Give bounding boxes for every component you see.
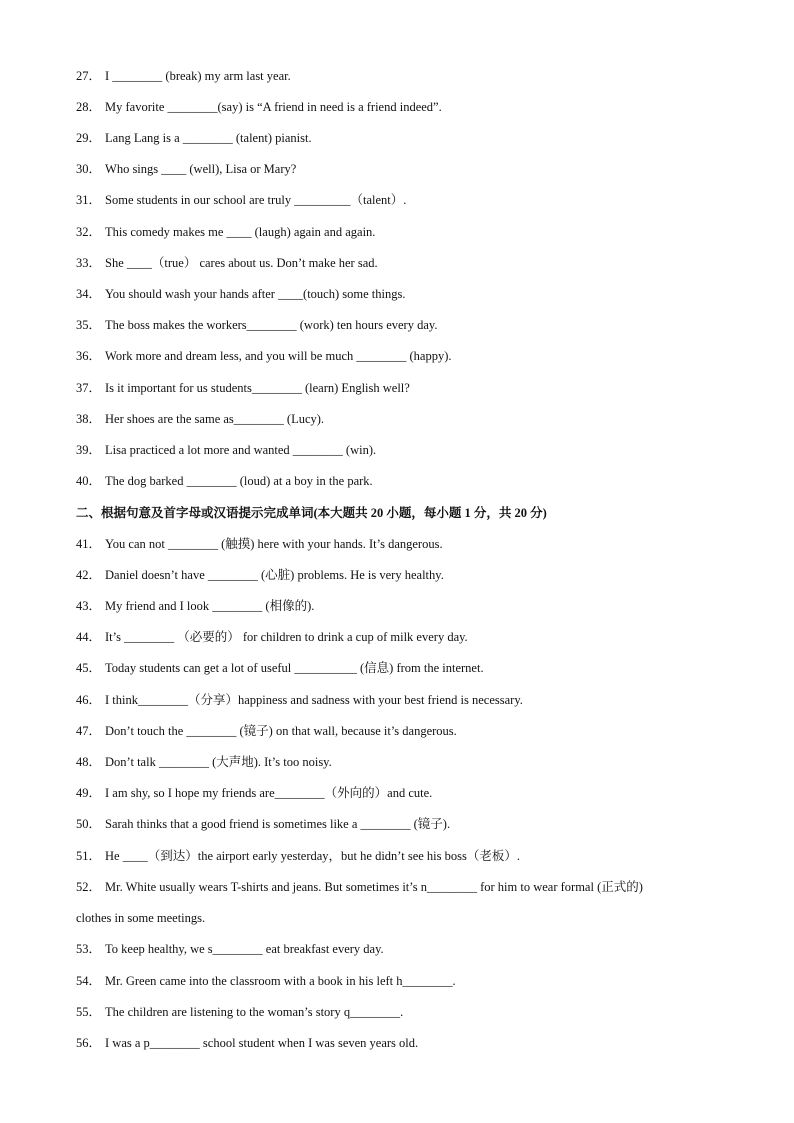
question-29 (76, 130, 312, 146)
question-number: 44． (76, 630, 102, 644)
question-43 (76, 598, 314, 614)
question-number: 33． (76, 256, 102, 270)
question-34 (76, 286, 405, 302)
question-text: My favorite ________(say) is “A friend in need is a friend indeed”. (105, 100, 442, 114)
question-text: Some students in our school are truly _________（talent）. (105, 193, 407, 207)
question-number: 29． (76, 131, 102, 145)
question-text: I ________ (break) my arm last year. (105, 69, 291, 83)
question-text: You should wash your hands after ____(touch) some things. (105, 287, 406, 301)
question-number: 51． (76, 849, 102, 863)
question-text: My friend and I look ________ (相像的). (105, 599, 315, 613)
question-text: Work more and dream less, and you will be much ________ (happy). (105, 349, 452, 363)
question-28 (76, 99, 442, 115)
question-number: 37． (76, 381, 102, 395)
question-42 (76, 567, 444, 583)
question-text: She ____（true） cares about us. Don’t make her sad. (105, 256, 378, 270)
question-text: Lisa practiced a lot more and wanted ________ (win). (105, 443, 377, 457)
question-text: Her shoes are the same as________ (Lucy). (105, 412, 325, 426)
question-27 (76, 68, 291, 84)
question-number: 38． (76, 412, 102, 426)
question-45 (76, 660, 484, 676)
question-number: 53． (76, 942, 102, 956)
question-text: Mr. White usually wears T-shirts and jeans. But sometimes it’s n________ for him to wear formal (正式的) (105, 880, 643, 894)
question-text: Mr. Green came into the classroom with a book in his left h________. (105, 974, 456, 988)
question-number: 47． (76, 724, 102, 738)
question-number: 27． (76, 69, 102, 83)
question-number: 28． (76, 100, 102, 114)
question-text: To keep healthy, we s________ eat breakfast every day. (105, 942, 384, 956)
question-51 (76, 848, 520, 864)
question-number: 48． (76, 755, 102, 769)
section-heading: 二、根据句意及首字母或汉语提示完成单词(本大题共 20 小题，每小题 1 分，共 20 分) (76, 506, 547, 520)
question-text: The dog barked ________ (loud) at a boy in the park. (105, 474, 373, 488)
question-number: 49． (76, 786, 102, 800)
question-31 (76, 192, 406, 208)
question-text: Daniel doesn’t have ________ (心脏) problems. He is very healthy. (105, 568, 444, 582)
question-text: I was a p________ school student when I was seven years old. (105, 1036, 419, 1050)
question-50 (76, 816, 450, 832)
question-number: 52． (76, 880, 102, 894)
question-number: 56． (76, 1036, 102, 1050)
question-text: Lang Lang is a ________ (talent) pianist. (105, 131, 312, 145)
question-text: The boss makes the workers________ (work) ten hours every day. (105, 318, 438, 332)
question-38 (76, 411, 324, 427)
question-32 (76, 224, 375, 240)
question-text: The children are listening to the woman’s story q________. (105, 1005, 404, 1019)
question-54 (76, 973, 456, 989)
question-number: 40． (76, 474, 102, 488)
question-text: He ____（到达）the airport early yesterday，but he didn’t see his boss（老板）. (105, 849, 520, 863)
question-number: 54． (76, 974, 102, 988)
question-35 (76, 317, 437, 333)
question-47 (76, 723, 457, 739)
question-30 (76, 161, 296, 177)
question-number: 36． (76, 349, 102, 363)
question-53 (76, 941, 384, 957)
question-number: 42． (76, 568, 102, 582)
question-number: 34． (76, 287, 102, 301)
question-number: 32． (76, 225, 102, 239)
question-text: This comedy makes me ____ (laugh) again and again. (105, 225, 376, 239)
question-text: I am shy, so I hope my friends are________（外向的）and cute. (105, 786, 433, 800)
question-52 (76, 879, 643, 895)
question-number: 43． (76, 599, 102, 613)
question-text: Sarah thinks that a good friend is sometimes like a ________ (镜子). (105, 817, 451, 831)
question-number: 46． (76, 693, 102, 707)
question-number: 55． (76, 1005, 102, 1019)
question-text: I think________（分享）happiness and sadness with your best friend is necessary. (105, 693, 523, 707)
question-37 (76, 380, 410, 396)
question-number: 35． (76, 318, 102, 332)
question-55 (76, 1004, 403, 1020)
question-56 (76, 1035, 418, 1051)
question-text: It’s ________ （必要的） for children to drink a cup of milk every day. (105, 630, 468, 644)
question-44 (76, 629, 468, 645)
question-text: Today students can get a lot of useful __________ (信息) from the internet. (105, 661, 484, 675)
question-number: 45． (76, 661, 102, 675)
question-text: Is it important for us students________ (learn) English well? (105, 381, 410, 395)
question-number: 39． (76, 443, 102, 457)
question-text: Who sings ____ (well), Lisa or Mary? (105, 162, 297, 176)
question-number: 50． (76, 817, 102, 831)
question-number: 31． (76, 193, 102, 207)
question-41 (76, 536, 443, 552)
question-40 (76, 473, 373, 489)
question-33 (76, 255, 378, 271)
question-36 (76, 348, 452, 364)
question-number: 30． (76, 162, 102, 176)
question-text: You can not ________ (触摸) here with your hands. It’s dangerous. (105, 537, 443, 551)
question-48 (76, 754, 332, 770)
question-49 (76, 785, 432, 801)
question-52-continuation: clothes in some meetings. (76, 911, 206, 925)
question-39 (76, 442, 376, 458)
question-number: 41． (76, 537, 102, 551)
question-46 (76, 692, 523, 708)
question-text: Don’t touch the ________ (镜子) on that wall, because it’s dangerous. (105, 724, 457, 738)
question-text: Don’t talk ________ (大声地). It’s too noisy. (105, 755, 332, 769)
